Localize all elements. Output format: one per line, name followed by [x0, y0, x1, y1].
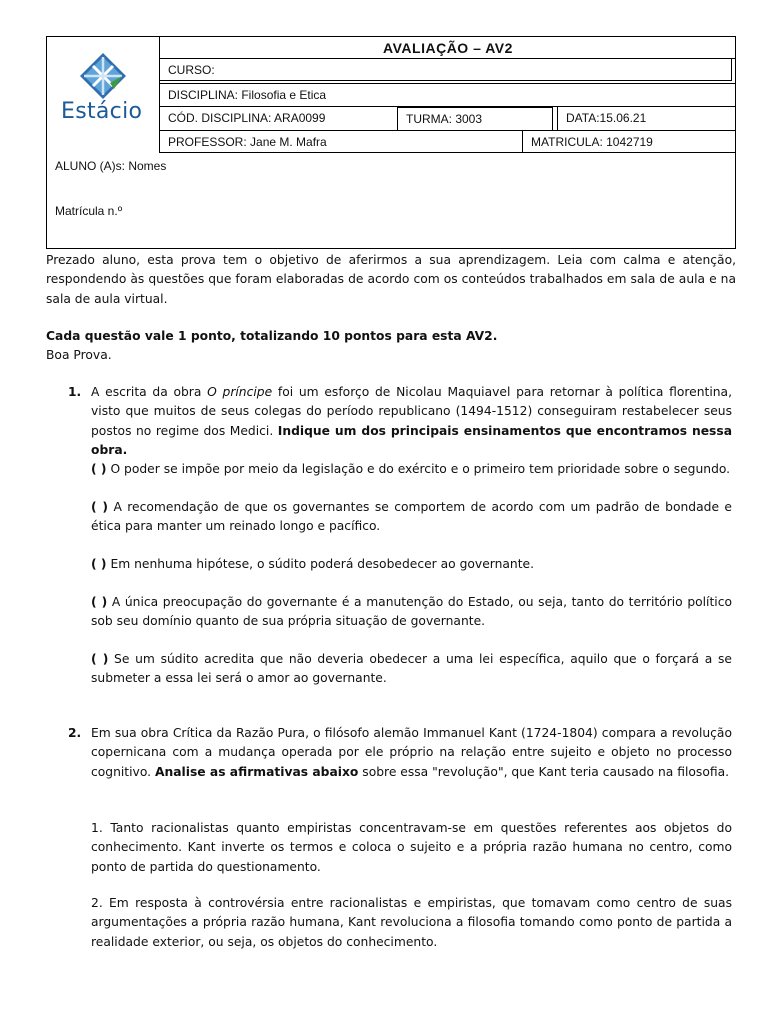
matricula-aluno-field: Matrícula n.º [55, 204, 123, 218]
q1-option-4[interactable]: ( ) A única preocupação do governante é a manutenção do Estado, ou seja, tanto do território político sob seu domínio quanto de sua própria situação de governante. [91, 595, 732, 629]
q1-option-2[interactable]: ( ) A recomendação de que os governantes se comportem de acordo com um padrão de bondade e ética para manter um reinado longo e pacífico. [91, 500, 732, 534]
answer-checkbox[interactable]: ( ) [91, 557, 107, 571]
answer-checkbox[interactable]: ( ) [91, 652, 109, 666]
answer-checkbox[interactable]: ( ) [91, 595, 108, 609]
disciplina-row [160, 83, 736, 107]
estacio-logo-icon [80, 53, 126, 99]
scoring-note: Cada questão vale 1 ponto, totalizando 10 pontos para esta AV2. [46, 329, 498, 343]
exam-title: AVALIAÇÃO – AV2 [383, 40, 513, 56]
exam-header-table [46, 36, 736, 249]
question-2-statement: Em sua obra Crítica da Razão Pura, o filósofo alemão Immanuel Kant (1724-1804) compara a revolução copernicana com a mudança operada por ele próprio na relação entre sujeito e objeto no processo cognitivo. Analise as afirmativas abaixo sobre essa "revolução", que Kant teria causado na filosofia. [91, 726, 732, 779]
intro-paragraph: Prezado aluno, esta prova tem o objetivo de aferirmos a sua aprendizagem. Leia com calma e atenção, respondendo às questões que foram elaboradas de acordo com os conteúdos trabalhados em sala de aula e na sala de aula virtual. [46, 253, 736, 306]
logo-text: Estácio [61, 99, 143, 124]
q1-option-5[interactable]: ( ) Se um súdito acredita que não deveria obedecer a uma lei específica, aquilo que o forçará a se submeter a essa lei será o amor ao governante. [91, 652, 732, 686]
professor-label: PROFESSOR: Jane M. Mafra [168, 135, 327, 149]
title-row [160, 37, 736, 59]
question-1-statement: A escrita da obra O príncipe foi um esforço de Nicolau Maquiavel para retornar à política florentina, visto que muitos de seus colegas do período republicano (1494-1512) conseguiram restabelecer seus postos no regime dos Medici. Indique um dos principais ensinamentos que encontramos nessa obra. [91, 385, 732, 457]
logo-cell [47, 37, 160, 153]
q1-option-3[interactable]: ( ) Em nenhuma hipótese, o súdito poderá desobedecer ao governante. [91, 557, 535, 571]
q2-statement-2: 2. Em resposta à controvérsia entre racionalistas e empiristas, que tomavam como centro de suas argumentações a própria razão humana, Kant revoluciona a filosofia tomando como ponto de partida a realidade exterior, ou seja, os objetos do conhecimento. [91, 896, 732, 949]
matricula-top-label: MATRICULA: 1042719 [522, 131, 736, 153]
q1-option-1[interactable]: ( ) O poder se impõe por meio da legislação e do exército e o primeiro tem prioridade sobre o segundo. [91, 462, 731, 476]
professor-row [160, 131, 736, 153]
question-1-number: 1. [68, 385, 82, 399]
curso-row [160, 59, 732, 81]
aluno-field: ALUNO (A)s: Nomes [55, 159, 167, 173]
q2-statement-1: 1. Tanto racionalistas quanto empiristas concentravam-se em questões referentes aos objetos do conhecimento. Kant inverte os termos e coloca o sujeito e a própria razão humana no centro, como ponto de partida do questionamento. [91, 821, 732, 874]
answer-checkbox[interactable]: ( ) [91, 462, 107, 476]
codigo-row [160, 107, 736, 131]
disciplina-label: DISCIPLINA: Filosofia e Etica [168, 88, 327, 102]
data-label: DATA:15.06.21 [557, 107, 736, 130]
cod-disciplina-label: CÓD. DISCIPLINA: ARA0099 [168, 111, 326, 125]
question-2-number: 2. [68, 726, 82, 740]
answer-checkbox[interactable]: ( ) [91, 500, 109, 514]
curso-label: CURSO: [168, 63, 215, 77]
turma-label: TURMA: 3003 [397, 107, 553, 131]
good-luck-note: Boa Prova. [46, 348, 112, 362]
